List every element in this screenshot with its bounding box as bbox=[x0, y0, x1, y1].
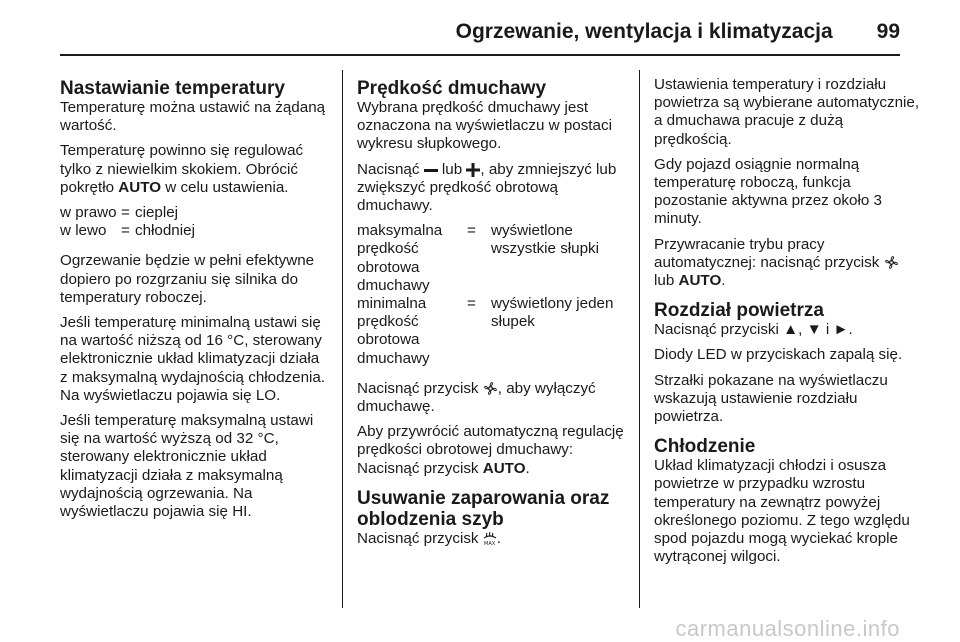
page-header bbox=[60, 20, 900, 44]
paragraph: Nacisnąć przyciski ▲, ▼ i ►. bbox=[654, 321, 853, 339]
table-eq: = bbox=[467, 295, 476, 313]
paragraph: Nacisnąć lub , aby zmniejszyć lub zwiększyć prędkość obrotową dmuchawy. bbox=[357, 160, 617, 215]
paragraph: Ogrzewanie będzie w pełni efektywne dopiero po rozgrzaniu się silnika do temperatury roboczej. bbox=[60, 252, 315, 306]
table-key: w lewo bbox=[60, 222, 107, 240]
paragraph: Przywracanie trybu pracy automatycznej: nacisnąć przycisk lub AUTO. bbox=[654, 236, 920, 291]
table-value: cieplej bbox=[135, 204, 179, 222]
section-heading-air-distribution: Rozdział powietrza bbox=[654, 300, 824, 322]
table-key: minimalna prędkość obrotowa dmuchawy bbox=[357, 295, 430, 367]
paragraph: Temperaturę powinno się regulować tylko z niewielkim skokiem. Obrócić pokrętło AUTO w celu ustawienia. bbox=[60, 142, 304, 196]
paragraph: Jeśli temperaturę minimalną ustawi się na wartość niższą od 16 °C, sterowany elektronicznie układ klimatyzacji działa z maksymalną wydajnością chłodzenia. Na wyświetlaczu pojawia się LO. bbox=[60, 314, 326, 404]
section-heading-temperature: Nastawianie temperatury bbox=[60, 78, 285, 99]
paragraph: Jeśli temperaturę maksymalną ustawi się na wartość wyższą od 32 °C, sterowany elektronicznie układ klimatyzacji działa z maksymalną wydajnością ogrzewania. Na wyświetlaczu pojawia się HI. bbox=[60, 412, 314, 521]
paragraph: Ustawienia temperatury i rozdziału powietrza są wybierane automatycznie, a dmuchawa pracuje z dużą prędkością. bbox=[654, 76, 920, 148]
fan-speed-table bbox=[357, 222, 627, 368]
auto-label: AUTO bbox=[678, 272, 722, 290]
column-3 bbox=[654, 76, 920, 573]
paragraph: Temperaturę można ustawić na żądaną wartość. bbox=[60, 99, 326, 135]
paragraph: Nacisnąć przycisk MAX . bbox=[357, 529, 501, 547]
windscreen-defrost-max-icon bbox=[483, 531, 497, 546]
column-2 bbox=[357, 78, 627, 555]
minus-icon bbox=[424, 163, 438, 177]
paragraph: Układ klimatyzacji chłodzi i osusza powietrze w przypadku wzrostu temperatury na zewnątrz powyżej określonego poziomu. Z tego względu spod pojazdu mogą wyciekać krople wytrąconej wilgoci. bbox=[654, 457, 910, 566]
table-value: wyświetlony jeden słupek bbox=[491, 295, 614, 331]
section-heading-cooling: Chłodzenie bbox=[654, 436, 756, 458]
plus-icon bbox=[466, 163, 480, 177]
table-value: wyświetlone wszystkie słupki bbox=[491, 222, 600, 258]
watermark: carmanualsonline.info bbox=[675, 616, 900, 641]
direction-table bbox=[60, 204, 326, 240]
paragraph: Gdy pojazd osiągnie normalną temperaturę roboczą, funkcja pozostanie aktywna przez około 3 minuty. bbox=[654, 155, 882, 228]
table-key: maksymalna prędkość obrotowa dmuchawy bbox=[357, 222, 443, 294]
paragraph: Nacisnąć przycisk , aby wyłączyć dmuchawę. bbox=[357, 379, 596, 416]
paragraph: Aby przywrócić automatyczną regulację prędkości obrotowej dmuchawy: Nacisnąć przycisk AUTO. bbox=[357, 423, 624, 477]
table-value: chłodniej bbox=[135, 222, 195, 240]
paragraph: Wybrana prędkość dmuchawy jest oznaczona na wyświetlaczu w postaci wykresu słupkowego. bbox=[357, 99, 612, 153]
table-eq: = bbox=[121, 222, 130, 240]
column-divider bbox=[342, 70, 343, 608]
table-key: w prawo bbox=[60, 204, 117, 222]
section-heading-fan-speed: Prędkość dmuchawy bbox=[357, 78, 547, 99]
page-number: 99 bbox=[876, 20, 900, 43]
column-divider bbox=[639, 70, 640, 608]
fan-icon bbox=[884, 255, 899, 270]
table-eq: = bbox=[467, 222, 476, 240]
auto-label: AUTO bbox=[118, 178, 162, 196]
fan-icon bbox=[483, 381, 498, 396]
table-eq: = bbox=[121, 204, 130, 222]
auto-label: AUTO bbox=[482, 459, 526, 477]
svg-text:MAX: MAX bbox=[483, 541, 495, 547]
paragraph: Strzałki pokazane na wyświetlaczu wskazują ustawienie rozdziału powietrza. bbox=[654, 371, 888, 426]
paragraph: Diody LED w przyciskach zapalą się. bbox=[654, 346, 903, 364]
page-title: Ogrzewanie, wentylacja i klimatyzacja bbox=[455, 20, 833, 43]
header-rule bbox=[60, 54, 900, 56]
column-1 bbox=[60, 78, 326, 528]
section-heading-defrost: Usuwanie zaparowania oraz oblodzenia szyb bbox=[357, 487, 610, 530]
